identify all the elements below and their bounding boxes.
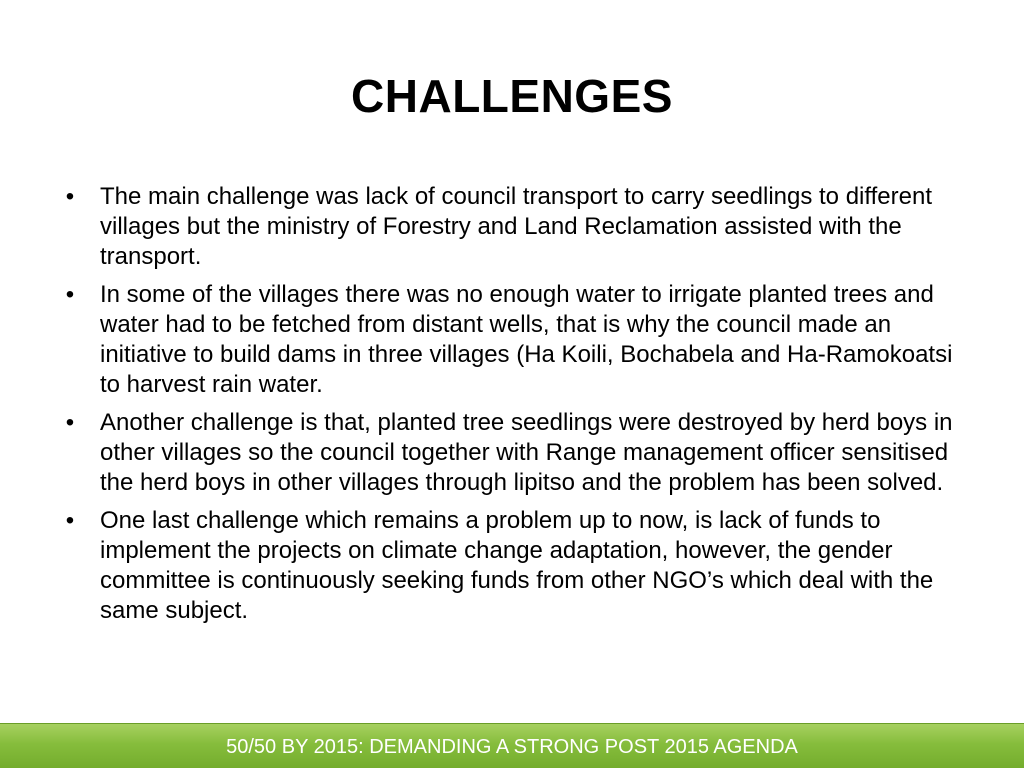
bullet-dot-icon: • — [65, 183, 75, 210]
bullet-item — [56, 280, 974, 400]
bullet-list — [56, 182, 974, 634]
bullet-text: The main challenge was lack of council transport to carry seedlings to different villages but the ministry of Forestry and Land Reclamation assisted with the transport. — [100, 183, 932, 270]
footer-text: 50/50 BY 2015: DEMANDING A STRONG POST 2015 AGENDA — [226, 736, 798, 758]
bullet-item — [56, 408, 974, 498]
bullet-item — [56, 182, 974, 272]
bullet-text: One last challenge which remains a problem up to now, is lack of funds to implement the projects on climate change adaptation, however, the gender committee is continuously seeking funds from other NGO’s which deal with the same subject. — [100, 507, 934, 624]
bullet-text: Another challenge is that, planted tree seedlings were destroyed by herd boys in other villages so the council together with Range management officer sensitised the herd boys in other villages through lipitso and the problem has been solved. — [100, 409, 953, 496]
bullet-dot-icon: • — [65, 409, 75, 436]
bullet-text: In some of the villages there was no enough water to irrigate planted trees and water had to be fetched from distant wells, that is why the council made an initiative to build dams in three villages (Ha Koili, Bochabela and Ha-Ramokoatsi to harvest rain water. — [100, 281, 953, 398]
bullet-dot-icon: • — [65, 281, 75, 308]
bullet-item — [56, 506, 974, 626]
slide-title: CHALLENGES — [351, 70, 673, 122]
footer-bar — [0, 723, 1024, 768]
bullet-dot-icon: • — [65, 507, 75, 534]
